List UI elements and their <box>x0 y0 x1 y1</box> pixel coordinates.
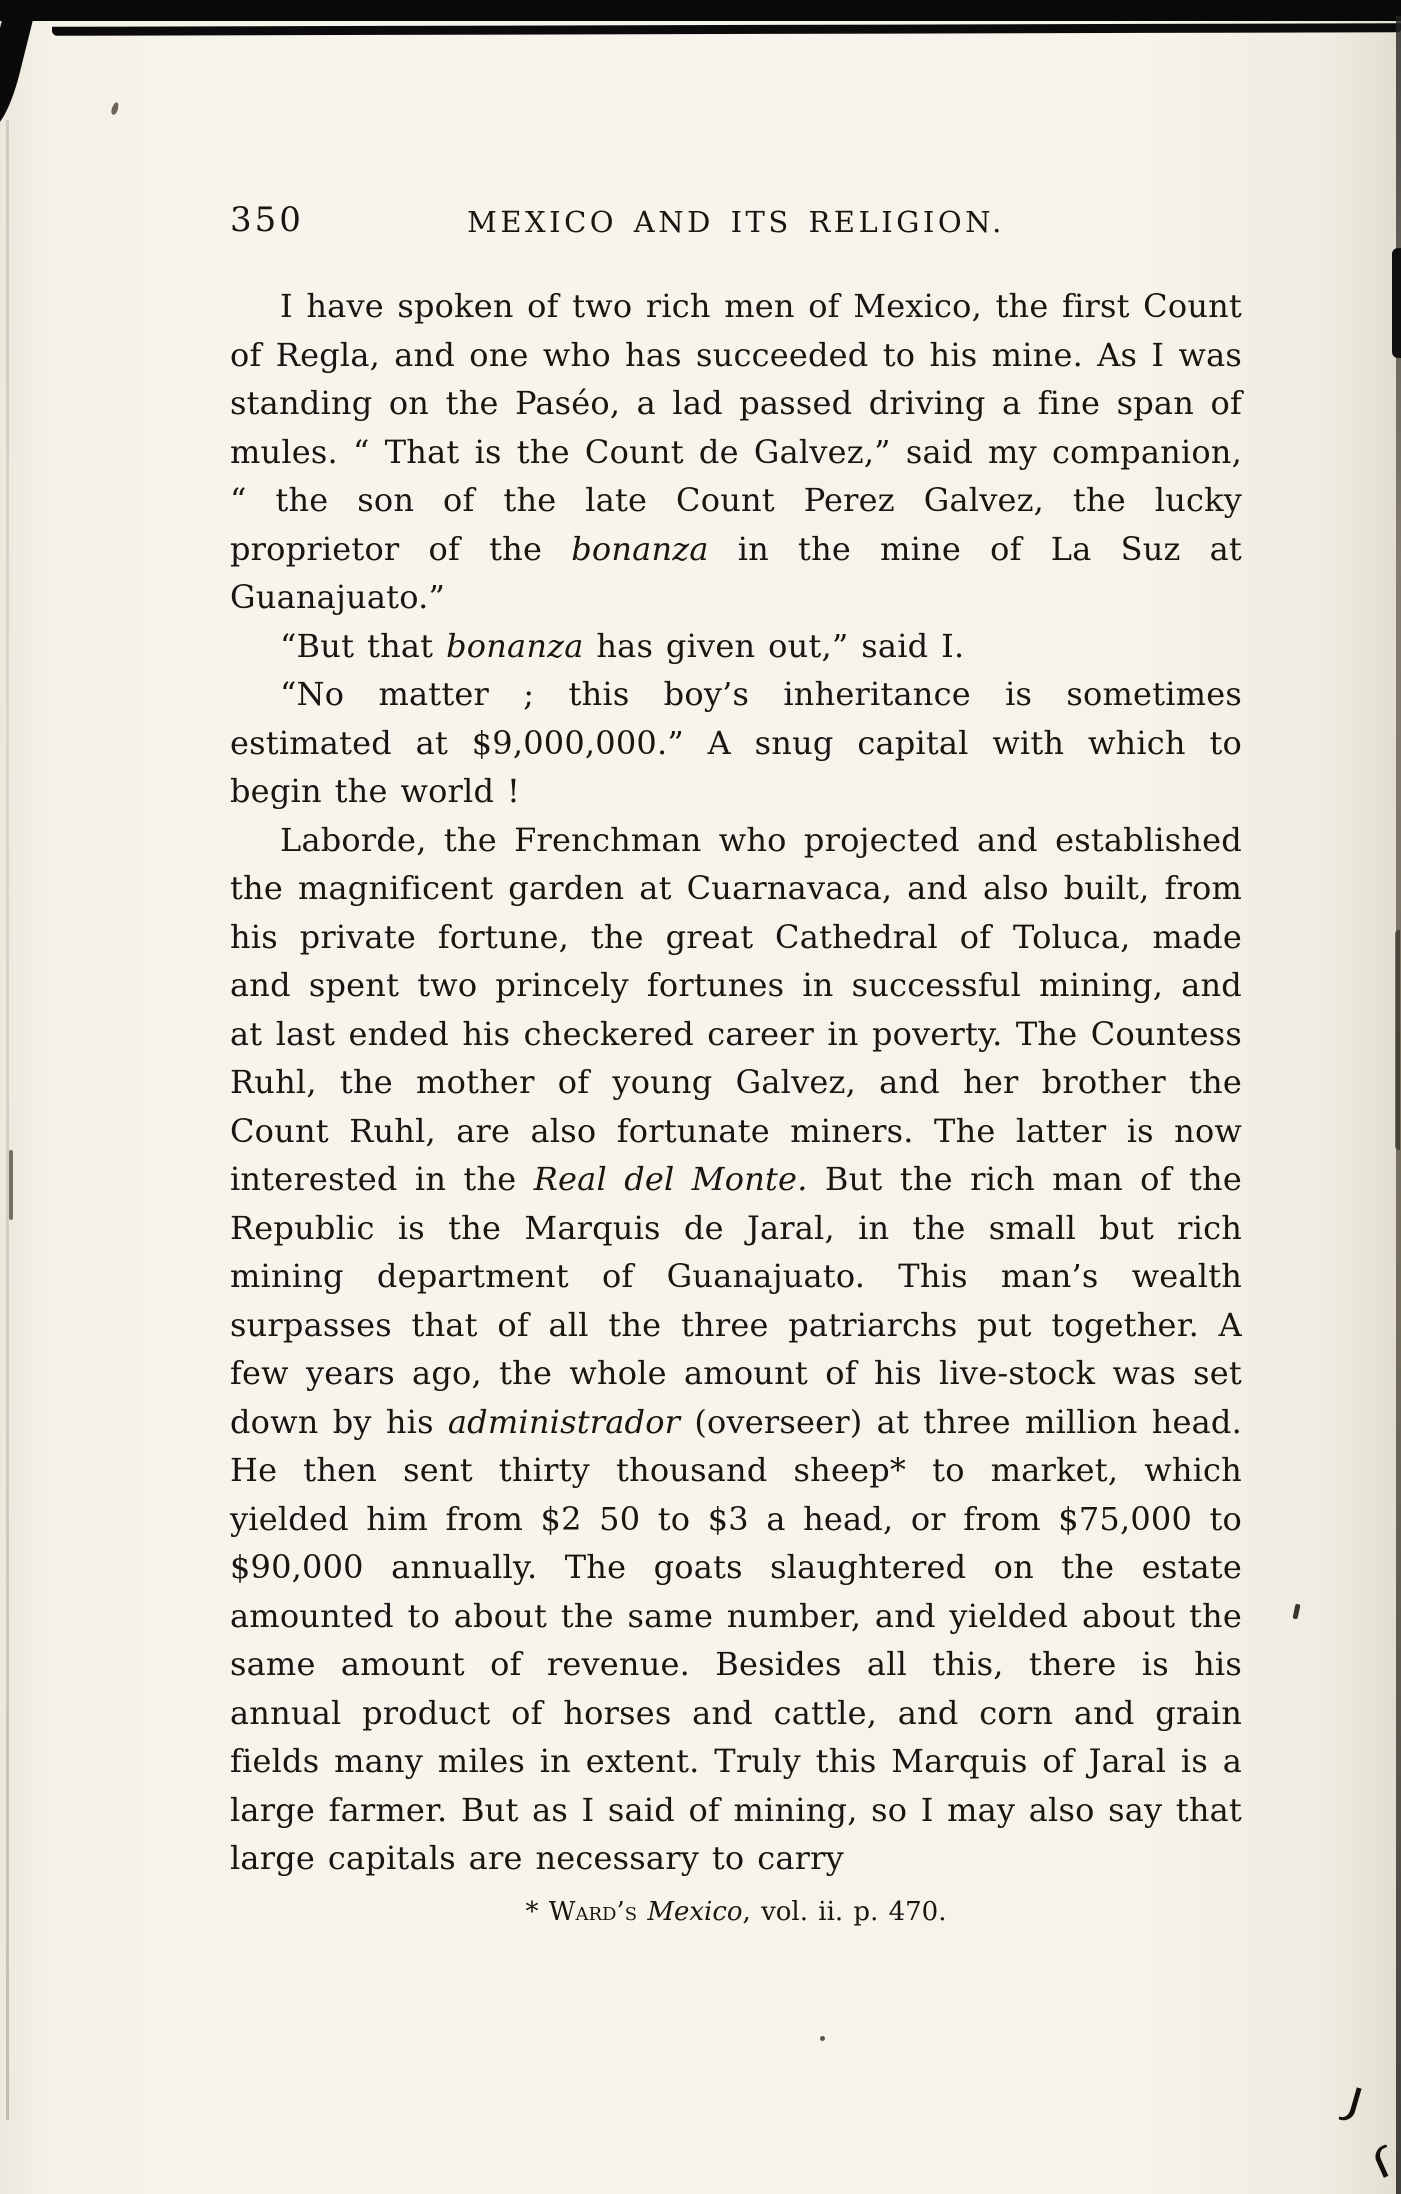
scan-bottom-right-pen-mark-1 <box>1338 2085 1361 2123</box>
text-segment: I have spoken of two rich men of Mexico, the first Count of Regla, and one who has succeeded to his mine. As I was standing on the Paséo, a lad passed driving a fine span of mules. “ That is the Count de Galvez,” said my companion, “ the son of the late Count Perez Galvez, the lucky proprietor of the <box>230 287 1242 568</box>
text-segment: (overseer) at three million head. He then sent thirty thousand sheep* to market, which yielded him from $2 50 to $3 a head, or from $75,000 to $90,000 annually. The goats slaughtered on the estate amounted to about the same number, and yielded about the same amount of revenue. Besides all this, there is his annual product of horses and cattle, and corn and grain fields many miles in extent. Truly this Marquis of Jaral is a large farmer. But as I said of mining, so I may also say that large capitals are necessary to carry <box>230 1402 1242 1877</box>
page-number: 350 <box>230 200 304 240</box>
text-segment: Mexico <box>647 1896 743 1927</box>
text-segment: administrador <box>447 1402 681 1441</box>
text-segment: Real del Monte. <box>533 1160 808 1198</box>
text-segment: in the mine of La Suz at Guanajuato.” <box>230 529 1242 616</box>
text-segment: bonanza <box>446 626 584 665</box>
text-segment: , vol. ii. p. 470. <box>742 1896 947 1927</box>
text-segment: Laborde, the Frenchman who projected and established the magnificent garden at Cuarnavaca, and also built, from his private fortune, the great Cathedral of Toluca, made and spent two princely fortunes in successful mining, and at last ended his checkered career in poverty. The Countess Ruhl, the mother of young Galvez, and her brother the Count Ruhl, are also fortunate miners. The latter is now interested in the <box>230 820 1242 1198</box>
scan-right-edge-mark-2 <box>1395 930 1400 1150</box>
scan-speck-top-left <box>110 101 120 115</box>
scan-right-edge-mark <box>1392 248 1401 358</box>
text-segment: But the rich man of the Republic is the Marquis de Jaral, in the small but rich mining department of Guanajuato. This man’s wealth surpasses that of all the three patriarchs put together. A few years ago, the whole amount of his live-stock was set down by his <box>230 1160 1243 1441</box>
paragraph <box>230 622 1242 671</box>
text-segment: bonanza <box>571 529 709 568</box>
text-segment: “No matter ; this boy’s inheritance is sometimes estimated at $9,000,000.” A snug capital with which to begin the world ! <box>230 675 1242 810</box>
paragraph <box>230 282 1242 622</box>
paragraph <box>230 816 1242 1883</box>
scan-bottom-right-pen-mark-2 <box>1372 2144 1399 2178</box>
scan-corner-curl-left <box>0 8 34 132</box>
text-segment <box>637 1897 647 1927</box>
scan-top-black-band <box>0 0 1401 21</box>
text-segment: “But that <box>280 626 447 665</box>
footnote <box>230 1897 1242 1927</box>
running-head: MEXICO AND ITS RELIGION. <box>467 205 1005 239</box>
paragraph <box>230 670 1242 816</box>
scan-speck-left-margin <box>9 1150 13 1220</box>
text-segment: Ward’s <box>548 1896 638 1927</box>
text-segment: has given out,” said I. <box>583 626 965 665</box>
scan-speck-right-margin <box>1292 1604 1300 1620</box>
scan-top-black-band-2 <box>52 23 1401 36</box>
page-header <box>230 198 1242 250</box>
scan-speck-bottom <box>820 2036 825 2041</box>
body-text <box>230 282 1242 1883</box>
text-block <box>230 198 1242 1927</box>
scan-left-edge-shadow <box>6 120 9 2120</box>
text-segment: * <box>525 1896 549 1927</box>
